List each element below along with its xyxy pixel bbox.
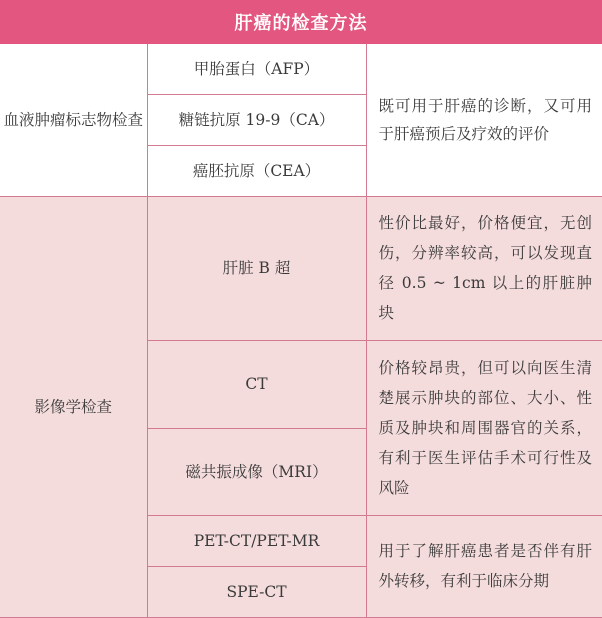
- table-row: [0, 196, 602, 340]
- test-liver-ultrasound: 肝脏 B 超: [147, 196, 366, 340]
- ct-mri-description: 价格较昂贵，但可以向医生清楚展示肿块的部位、大小、性质及肿块和周围器官的关系，有利于医生评估手术可行性及风险: [366, 340, 602, 515]
- test-afp: 甲胎蛋白（AFP）: [147, 44, 366, 94]
- table-row: [0, 44, 602, 94]
- pet-spect-description: 用于了解肝癌患者是否伴有肝外转移，有利于临床分期: [366, 515, 602, 617]
- test-ca199: 糖链抗原 19-9（CA）: [147, 94, 366, 145]
- ultrasound-description: 性价比最好，价格便宜，无创伤，分辨率较高，可以发现直径 0.5 ~ 1cm 以上的肝脏肿块: [366, 196, 602, 340]
- test-cea: 癌胚抗原（CEA）: [147, 145, 366, 196]
- test-mri: 磁共振成像（MRI）: [147, 428, 366, 515]
- table-title: 肝癌的检查方法: [0, 0, 602, 44]
- test-ct: CT: [147, 340, 366, 428]
- blood-marker-category: 血液肿瘤标志物检查: [0, 44, 147, 196]
- imaging-category: 影像学检查: [0, 196, 147, 617]
- exam-methods-table: [0, 44, 602, 618]
- test-spect: SPE-CT: [147, 566, 366, 617]
- blood-marker-description: 既可用于肝癌的诊断，又可用于肝癌预后及疗效的评价: [366, 44, 602, 196]
- test-pet: PET-CT/PET-MR: [147, 515, 366, 566]
